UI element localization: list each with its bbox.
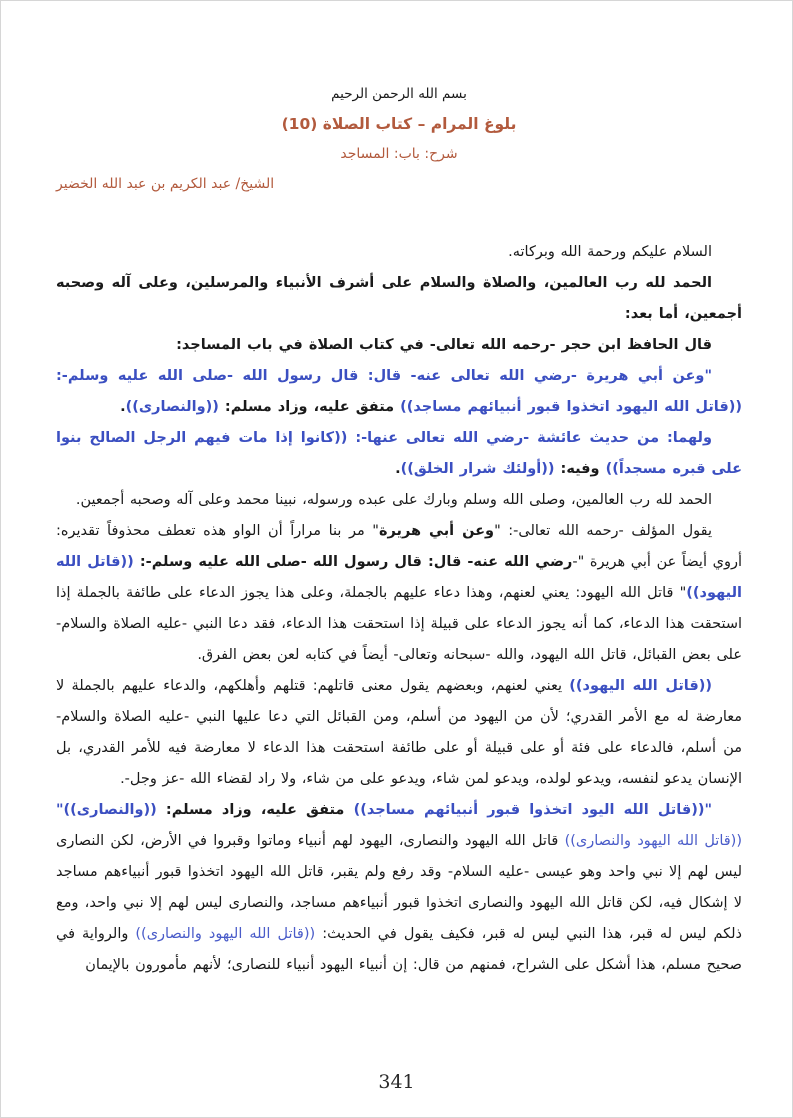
text-segment: الحمد لله رب العالمين، وصلى الله وسلم وبارك على عبده ورسوله، نبينا محمد وعلى آله وصحبه أجمعين. [75, 492, 712, 508]
text-segment: السلام عليكم ورحمة الله وبركاته. [508, 244, 712, 260]
text-segment: ((قاتل الله اليهود)) [569, 678, 712, 694]
text-segment: متفق عليه، وزاد مسلم: [218, 399, 395, 415]
text-segment: رضي الله عنه- قال: قال رسول الله -صلى الله عليه وسلم-: [133, 554, 573, 570]
document-title: بلوغ المرام – كتاب الصلاة (10) [281, 115, 517, 133]
text-segment: ((والنصارى)) [125, 399, 219, 415]
document-header [56, 79, 742, 199]
basmala-line: بسم الله الرحمن الرحيم [331, 86, 467, 102]
paragraph [56, 516, 742, 671]
page-content [1, 1, 792, 981]
page-number: 341 [378, 1071, 415, 1093]
paragraph [56, 237, 742, 268]
document-subtitle: شرح: باب: المساجد [340, 146, 458, 162]
text-segment: "((قاتل الله اليود اتخذوا قبور أنبيائهم مساجد)) [344, 802, 712, 818]
text-segment: ((قاتل الله اليهود والنصارى)) [564, 833, 742, 849]
text-segment: ((قاتل الله اليهود والنصارى)) [135, 926, 316, 942]
text-segment: وفيه: [554, 461, 600, 477]
body-paragraphs [56, 237, 742, 981]
paragraph [56, 795, 742, 981]
text-segment: والرواية في صحيح مسلم، هذا أشكل على الشراح، فمنهم من قال: إن أنبياء اليهود أنبياء للنصارى؛ لأنهم مأمورون بالإيمان [56, 926, 742, 973]
paragraph [56, 330, 742, 361]
text-segment: ولهما: من حديث عائشة -رضي الله تعالى عنها-: ((كانوا إذا مات فيهم الرجل الصالح بنوا على قبره مسجداً)) [56, 430, 742, 477]
paragraph [56, 485, 742, 516]
text-segment: ((والنصارى))" [56, 802, 157, 818]
text-segment: ((أولئك شرار الخلق)) [400, 461, 555, 477]
paragraph [56, 268, 742, 330]
text-segment: . [395, 461, 401, 477]
text-segment: " قاتل الله اليهود: يعني لعنهم، وهذا دعاء عليهم بالجملة، وعلى هذا يجوز الدعاء على طائفة بالجملة إذا استحقت هذا الدعاء، كما أنه يجوز الدعاء على قبيلة إذا استحقت هذا الدعاء، فقد دعا النبي -عليه الصلاة والسلام- على بعض القبائل، قاتل الله اليهود، والله -سبحانه وتعالى- أيضاً في كتابه لعن بعض الفرق. [56, 585, 742, 663]
paragraph [56, 671, 742, 795]
text-segment: "وعن أبي هريرة -رضي الله تعالى عنه- قال: قال رسول الله -صلى الله عليه وسلم-: ((قاتل الله اليهود اتخذوا قبور أنبيائهم مساجد)) [56, 368, 742, 415]
paragraph [56, 423, 742, 485]
author-name: الشيخ/ عبد الكريم بن عبد الله الخضير [56, 176, 275, 192]
text-segment: قال الحافظ ابن حجر -رحمه الله تعالى- في كتاب الصلاة في باب المساجد: [176, 337, 712, 353]
text-segment: " مر بنا مراراً أن الواو هذه تعطف محذوفاً تقديره: أروي أيضاً عن أبي هريرة "- [56, 523, 742, 570]
text-segment: متفق عليه، وزاد مسلم: [156, 802, 345, 818]
text-segment: ((قاتل الله اليهود)) [56, 554, 742, 601]
paragraph [56, 361, 742, 423]
text-segment: يعني لعنهم، وبعضهم يقول معنى قاتلهم: قتلهم وأهلكهم، والدعاء عليهم بالجملة لا معارضة له مع الأمر القدري؛ لأن من اليهود من أسلم، ومن القبائل التي دعا عليها النبي -عليه الصلاة والسلام- من أسلم، فالدعاء على فئة أو على قبيلة أو على طائفة استحقت هذا الدعاء لا معارضة فيه للأمر القدري، بل الإنسان يدعو لنفسه، ويدعو لولده، ويدعو لمن شاء، ويدعو على من شاء، ولا راد لقضاء الله -عز وجل-. [56, 678, 742, 787]
text-segment: وعن أبي هريرة [378, 523, 495, 539]
text-segment: قاتل الله اليهود والنصارى، اليهود لهم أنبياء وماتوا وقبروا في الأرض، لكن النصارى ليس لهم إلا نبي واحد وهو عيسى -عليه السلام- وقد رفع ولم يقبر، قاتل الله اليهود اتخذوا قبور أنبياءهم مساجد لا إشكال فيه، لكن قاتل الله اليهود والنصارى اتخذوا قبور أنبياءهم مساجد، والنصارى ليس لهم إلا نبي واحد، ومع ذلكم ليس له قبر، هذا النبي ليس له قبر، فكيف يقول في الحديث: [56, 833, 742, 942]
text-segment: الحمد لله رب العالمين، والصلاة والسلام على أشرف الأنبياء والمرسلين، وعلى آله وصحبه أجمعين، أما بعد: [56, 275, 742, 322]
text-segment: . [120, 399, 126, 415]
text-segment: يقول المؤلف -رحمه الله تعالى-: " [494, 523, 713, 539]
